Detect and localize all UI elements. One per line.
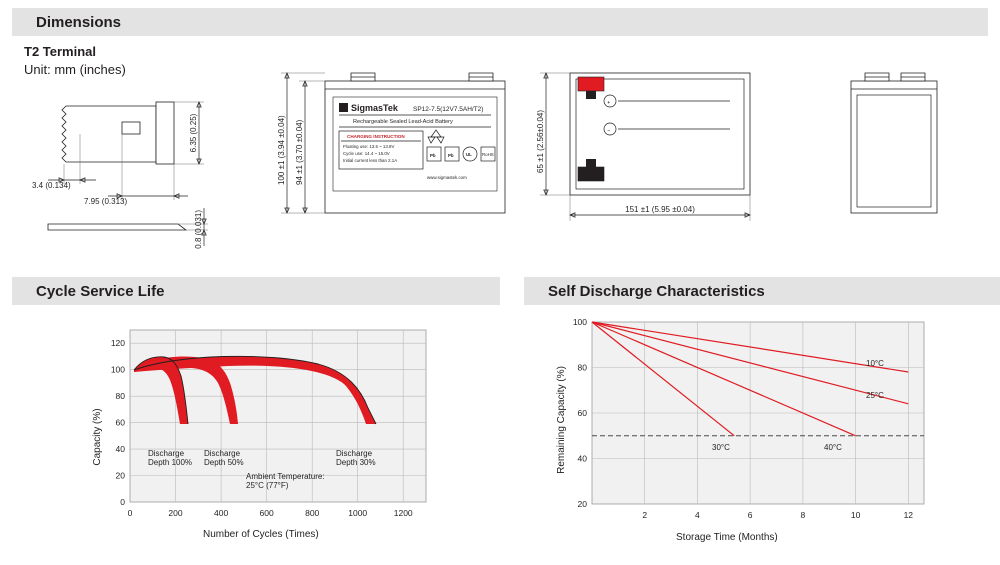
unit-label: Unit: mm (inches) [24, 62, 126, 77]
cycle-annotation-3-line2: 25°C (77°F) [246, 481, 289, 490]
terminal-height-dim: 6.35 (0.25) [189, 113, 198, 153]
svg-text:−: − [607, 128, 610, 133]
label-model: SP12-7.5(12V7.5AH/T2) [413, 106, 484, 113]
pb-mark-1-text: Pb [430, 153, 436, 158]
label-type: Rechargeable Sealed Lead-Acid Battery [353, 119, 453, 125]
cycle-xtick-0: 0 [127, 508, 133, 518]
cycle-xtick-600: 600 [259, 508, 274, 518]
cycle-annotation-0-line2: Depth 100% [148, 458, 193, 467]
front-view-drawing [255, 55, 520, 255]
self-xtick-6: 6 [747, 510, 753, 520]
cycle-ytick-120: 120 [110, 338, 125, 349]
cycle-service-life-chart [18, 312, 488, 562]
cycle-annotation-0-line1: Discharge [148, 449, 185, 458]
cycle-ytick-0: 0 [120, 497, 125, 507]
self-xtick-2: 2 [642, 510, 648, 520]
front-total-height-dim: 100 ±1 (3.94 ±0.04) [277, 115, 286, 185]
self-xtick-8: 8 [800, 510, 806, 520]
cycle-xtick-400: 400 [214, 508, 229, 518]
cycle-x-axis-title: Number of Cycles (Times) [203, 529, 319, 540]
self-series-25c-label: 25°C [866, 391, 884, 400]
self-discharge-chart [524, 308, 994, 558]
self-discharge-section [512, 277, 1000, 305]
dimensions-section-title: Dimensions [12, 8, 988, 36]
svg-text:S: S [341, 106, 344, 111]
self-discharge-section-title: Self Discharge Characteristics [524, 277, 1000, 305]
cycle-annotation-2-line2: Depth 30% [336, 458, 376, 467]
svg-text:+: + [607, 100, 610, 105]
side-view-drawing [835, 55, 975, 255]
label-brand: SigmasTek [351, 103, 398, 113]
self-ytick-20: 20 [577, 499, 587, 509]
cycle-xtick-200: 200 [168, 508, 183, 518]
self-series-40c-label: 30°C [712, 443, 730, 452]
self-series-30c-label: 40°C [824, 443, 842, 452]
charging-line-0: Floating use: 13.5 ~ 13.8V [343, 144, 395, 149]
terminal-detail-drawing [18, 88, 238, 258]
cycle-annotation-1-line1: Discharge [204, 449, 241, 458]
ul-mark-text: UL [466, 152, 472, 157]
self-ytick-80: 80 [577, 362, 587, 373]
terminal-width-b-dim: 7.95 (0.313) [84, 197, 128, 206]
charging-line-1: Cycle use: 14.4 ~ 15.0V [343, 151, 390, 156]
cycle-xtick-1200: 1200 [393, 508, 413, 518]
rohs-mark-text: RoHS [482, 152, 494, 157]
cycle-xtick-800: 800 [305, 508, 320, 518]
charging-line-2: Initial current less than 2.1A [343, 158, 398, 163]
pb-mark-2-text: Pb [448, 153, 454, 158]
terminal-type-label: T2 Terminal [24, 44, 97, 59]
label-website: www.sigmastek.com [427, 175, 467, 180]
self-xtick-12: 12 [903, 510, 914, 520]
self-x-axis-title: Storage Time (Months) [676, 532, 778, 543]
self-ytick-60: 60 [577, 408, 587, 418]
cycle-ytick-60: 60 [115, 417, 125, 428]
cycle-ytick-20: 20 [115, 470, 125, 481]
cycle-ytick-80: 80 [115, 391, 125, 402]
cycle-annotation-1-line2: Depth 50% [204, 458, 244, 467]
self-ytick-40: 40 [577, 453, 587, 464]
self-ytick-100: 100 [572, 317, 587, 327]
cycle-service-life-section [0, 277, 500, 305]
top-depth-dim: 65 ±1 (2.56±0.04) [536, 109, 545, 173]
top-length-dim: 151 ±1 (5.95 ±0.04) [625, 205, 695, 214]
cycle-y-axis-title: Capacity (%) [92, 408, 103, 466]
cycle-section-title: Cycle Service Life [12, 277, 500, 305]
terminal-width-a-dim: 3.4 (0.134) [32, 181, 71, 190]
cycle-annotation-3-line1: Ambient Temperature: [246, 472, 325, 481]
self-series-10c-label: 10°C [866, 359, 884, 368]
terminal-thickness-dim: 0.8 (0.031) [194, 210, 203, 249]
cycle-ytick-100: 100 [110, 364, 125, 375]
top-view-drawing [530, 55, 780, 255]
self-xtick-10: 10 [850, 510, 861, 520]
cycle-annotation-2-line1: Discharge [336, 449, 373, 458]
cycle-ytick-40: 40 [115, 444, 125, 455]
front-case-height-dim: 94 ±1 (3.70 ±0.04) [295, 119, 304, 185]
self-xtick-4: 4 [695, 510, 700, 520]
charging-instruction-title: CHARGING INSTRUCTION [347, 134, 405, 139]
cycle-xtick-1000: 1000 [348, 508, 368, 518]
self-y-axis-title: Remaining Capacity (%) [556, 366, 567, 474]
dimensions-section [0, 8, 1000, 36]
